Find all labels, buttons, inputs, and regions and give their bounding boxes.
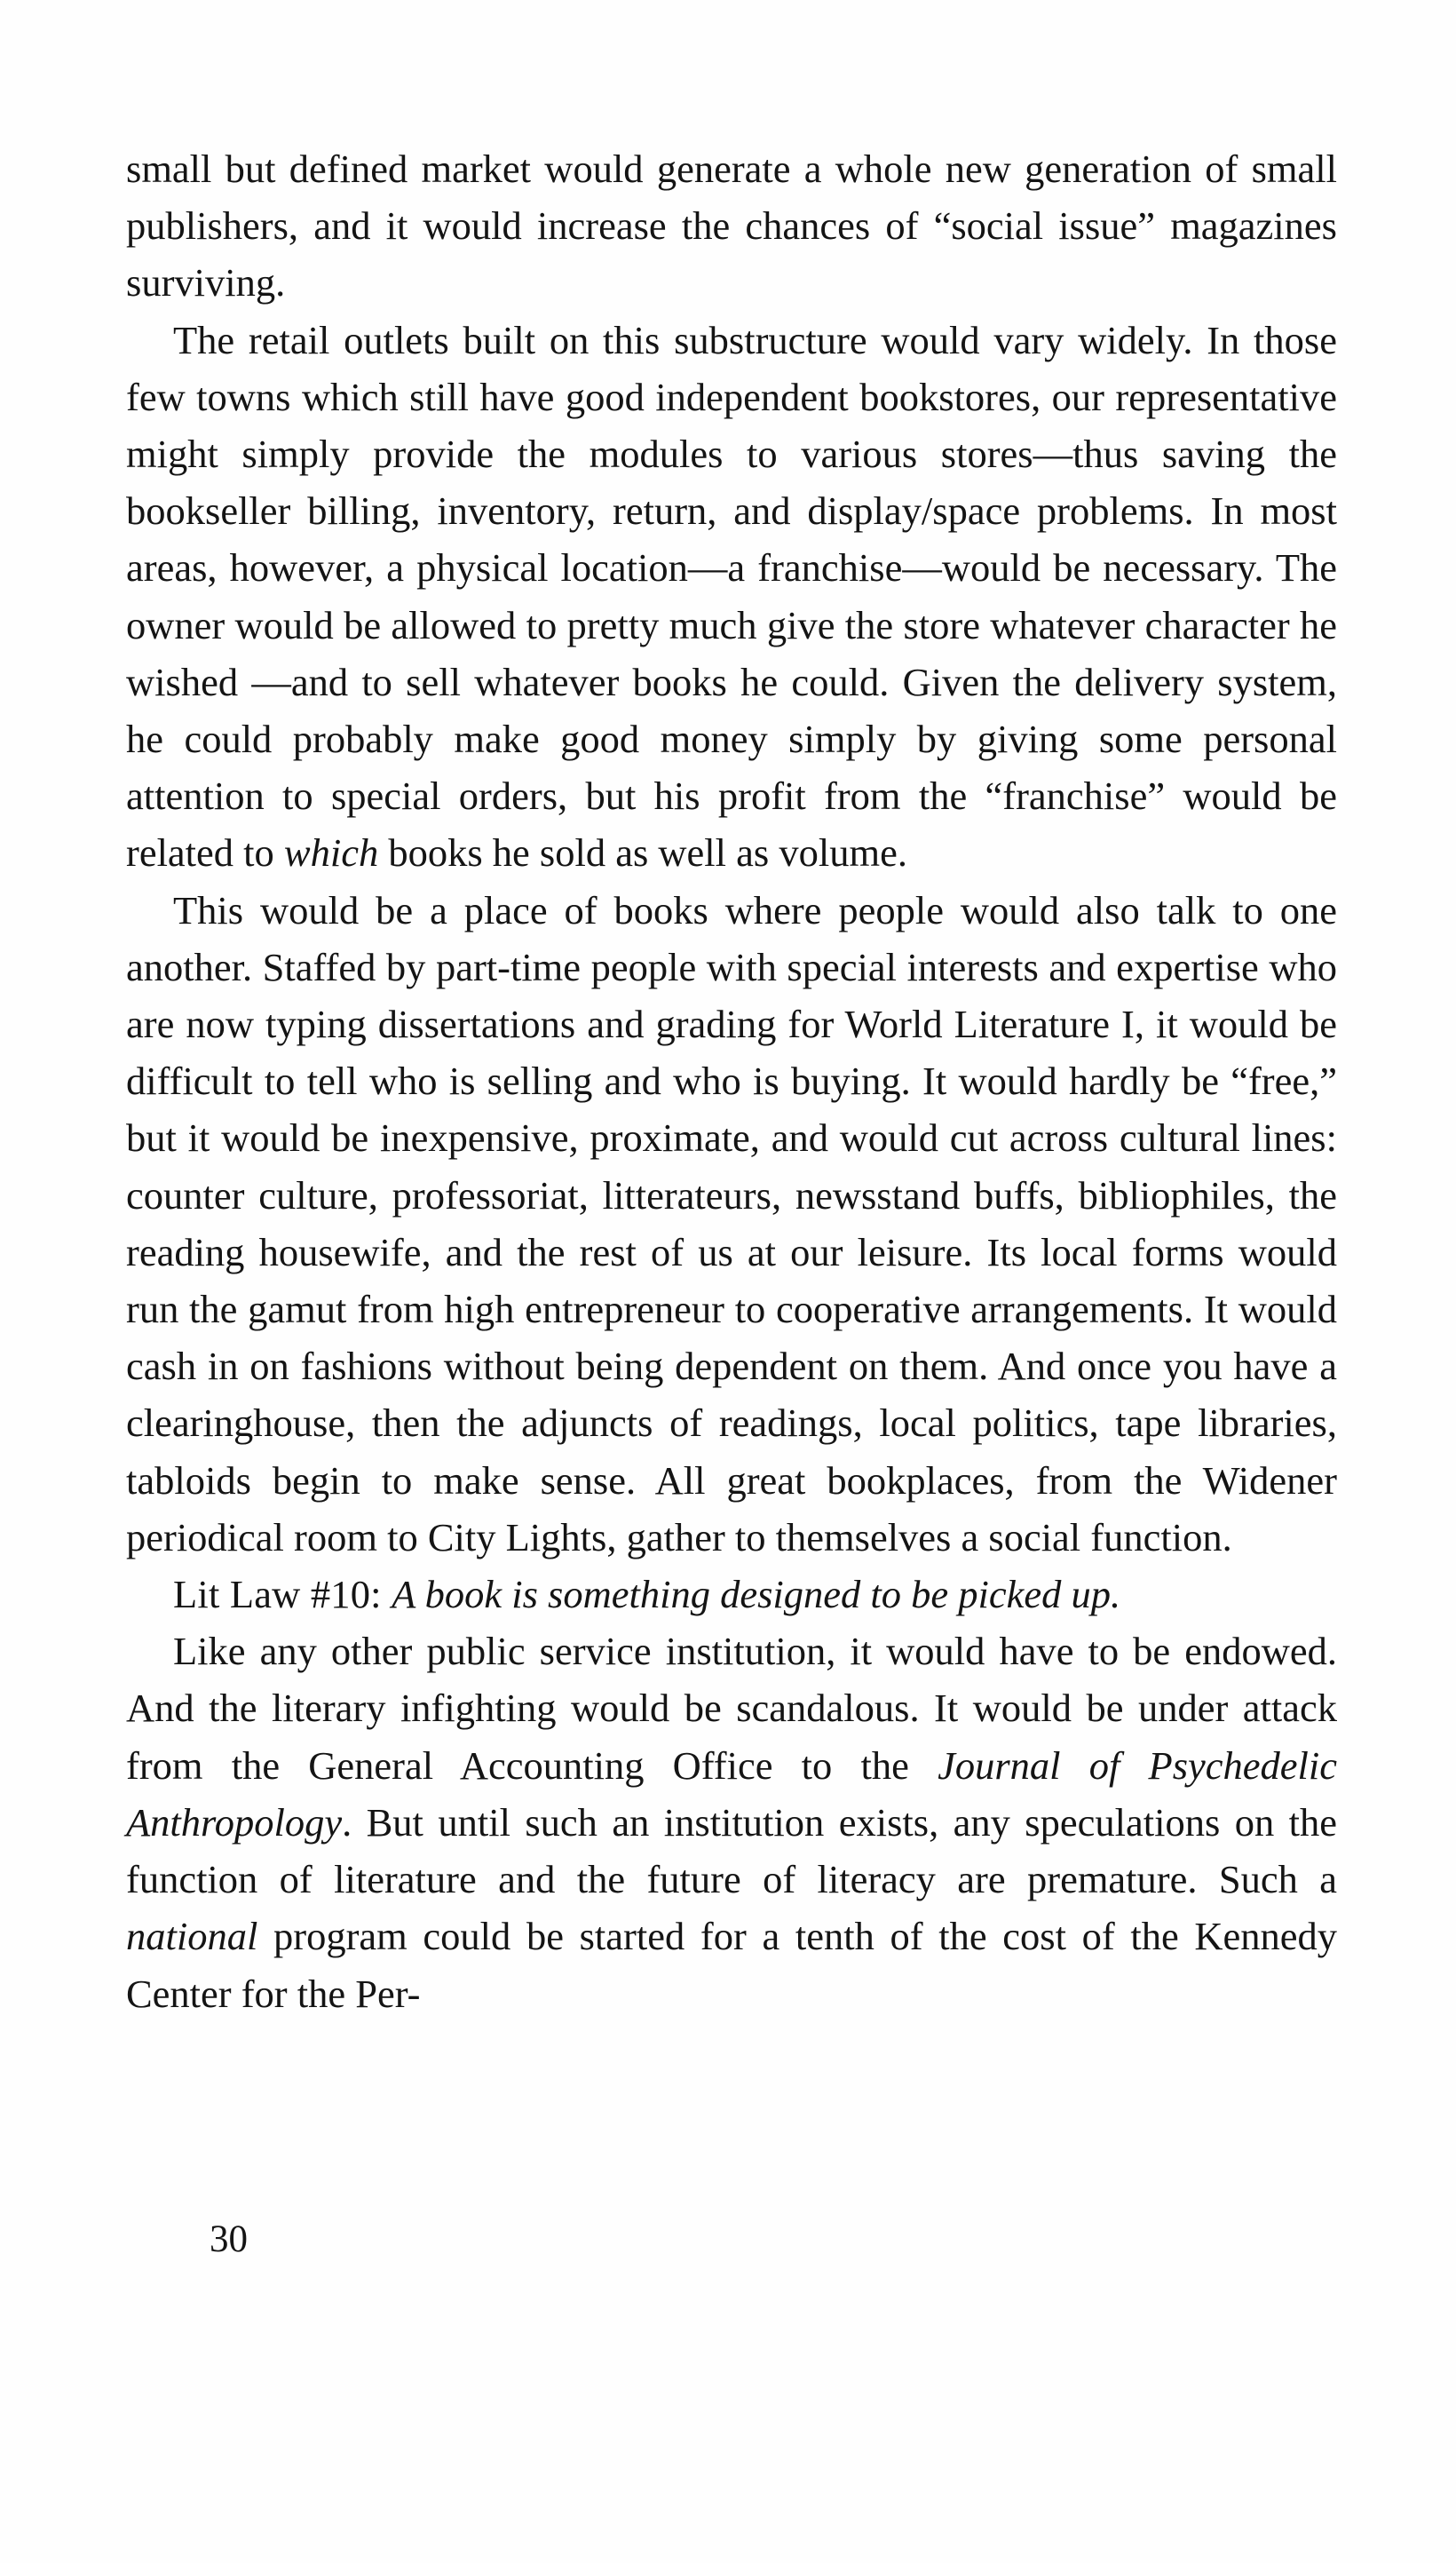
emphasis-which: which: [283, 830, 379, 876]
paragraph-text: books he sold as well as volume.: [378, 830, 907, 876]
paragraph-continuation: [126, 140, 1337, 312]
lit-law-label: Lit Law #10:: [173, 1572, 392, 1617]
paragraph-text: program could be started for a tenth of the cost of the Kennedy Center for the Per-: [126, 1914, 1337, 2016]
journal-title: Journal of Psychedelic Anthropology: [126, 1742, 1337, 1845]
paragraph-retail-outlets: [126, 312, 1337, 882]
paragraph-text: small but defined market would generate a whole new generation of small publishers, and it would increase the chances of “social issue” magazines surviving.: [126, 147, 1337, 305]
paragraph-text: The retail outlets built on this substructure would vary widely. In those few towns which still have good independent bookstores, our representative might simply provide the modules to various stores—thus saving the bookseller billing, inventory, return, and display/space problems. In most areas, however, a physical location—a franchise—would be necessary. The owner would be allowed to pretty much give the store whatever character he wished —and to sell whatever books he could. Given the delivery system, he could probably make good money simply by giving some personal attention to special orders, but his profit from the “franchise” would be related to: [126, 317, 1337, 876]
emphasis-national: national: [126, 1914, 258, 1959]
body-text: [126, 140, 1337, 2022]
paragraph-lit-law: [126, 1566, 1337, 1623]
paragraph-public-service: [126, 1623, 1337, 2021]
page-number: 30: [210, 2218, 248, 2260]
lit-law-statement: A book is something designed to be picked up.: [392, 1572, 1121, 1617]
paragraph-place-of-books: [126, 882, 1337, 1566]
paragraph-text: . But until such an institution exists, any speculations on the function of literature and the future of literacy are premature. Such a: [126, 1799, 1337, 1902]
paragraph-text: This would be a place of books where people would also talk to one another. Staffed by part-time people with special interests and expertise who are now typing dissertations and grading for World Literature I, it would be difficult to tell who is selling and who is buying. It would hardly be “free,” but it would be inexpensive, proximate, and would cut across cultural lines: counter culture, professoriat, litterateurs, newsstand buffs, bibliophiles, the reading housewife, and the rest of us at our leisure. Its local forms would run the gamut from high entrepreneur to cooperative arrangements. It would cash in on fashions without being dependent on them. And once you have a clearinghouse, then the adjuncts of readings, local politics, tape libraries, tabloids begin to make sense. All great bookplaces, from the Widener periodical room to City Lights, gather to themselves a social function.: [126, 887, 1337, 1559]
paragraph-text: Like any other public service institution, it would have to be endowed. And the literary infighting would be scandalous. It would be under attack from the General Accounting Office to the: [126, 1629, 1337, 1788]
